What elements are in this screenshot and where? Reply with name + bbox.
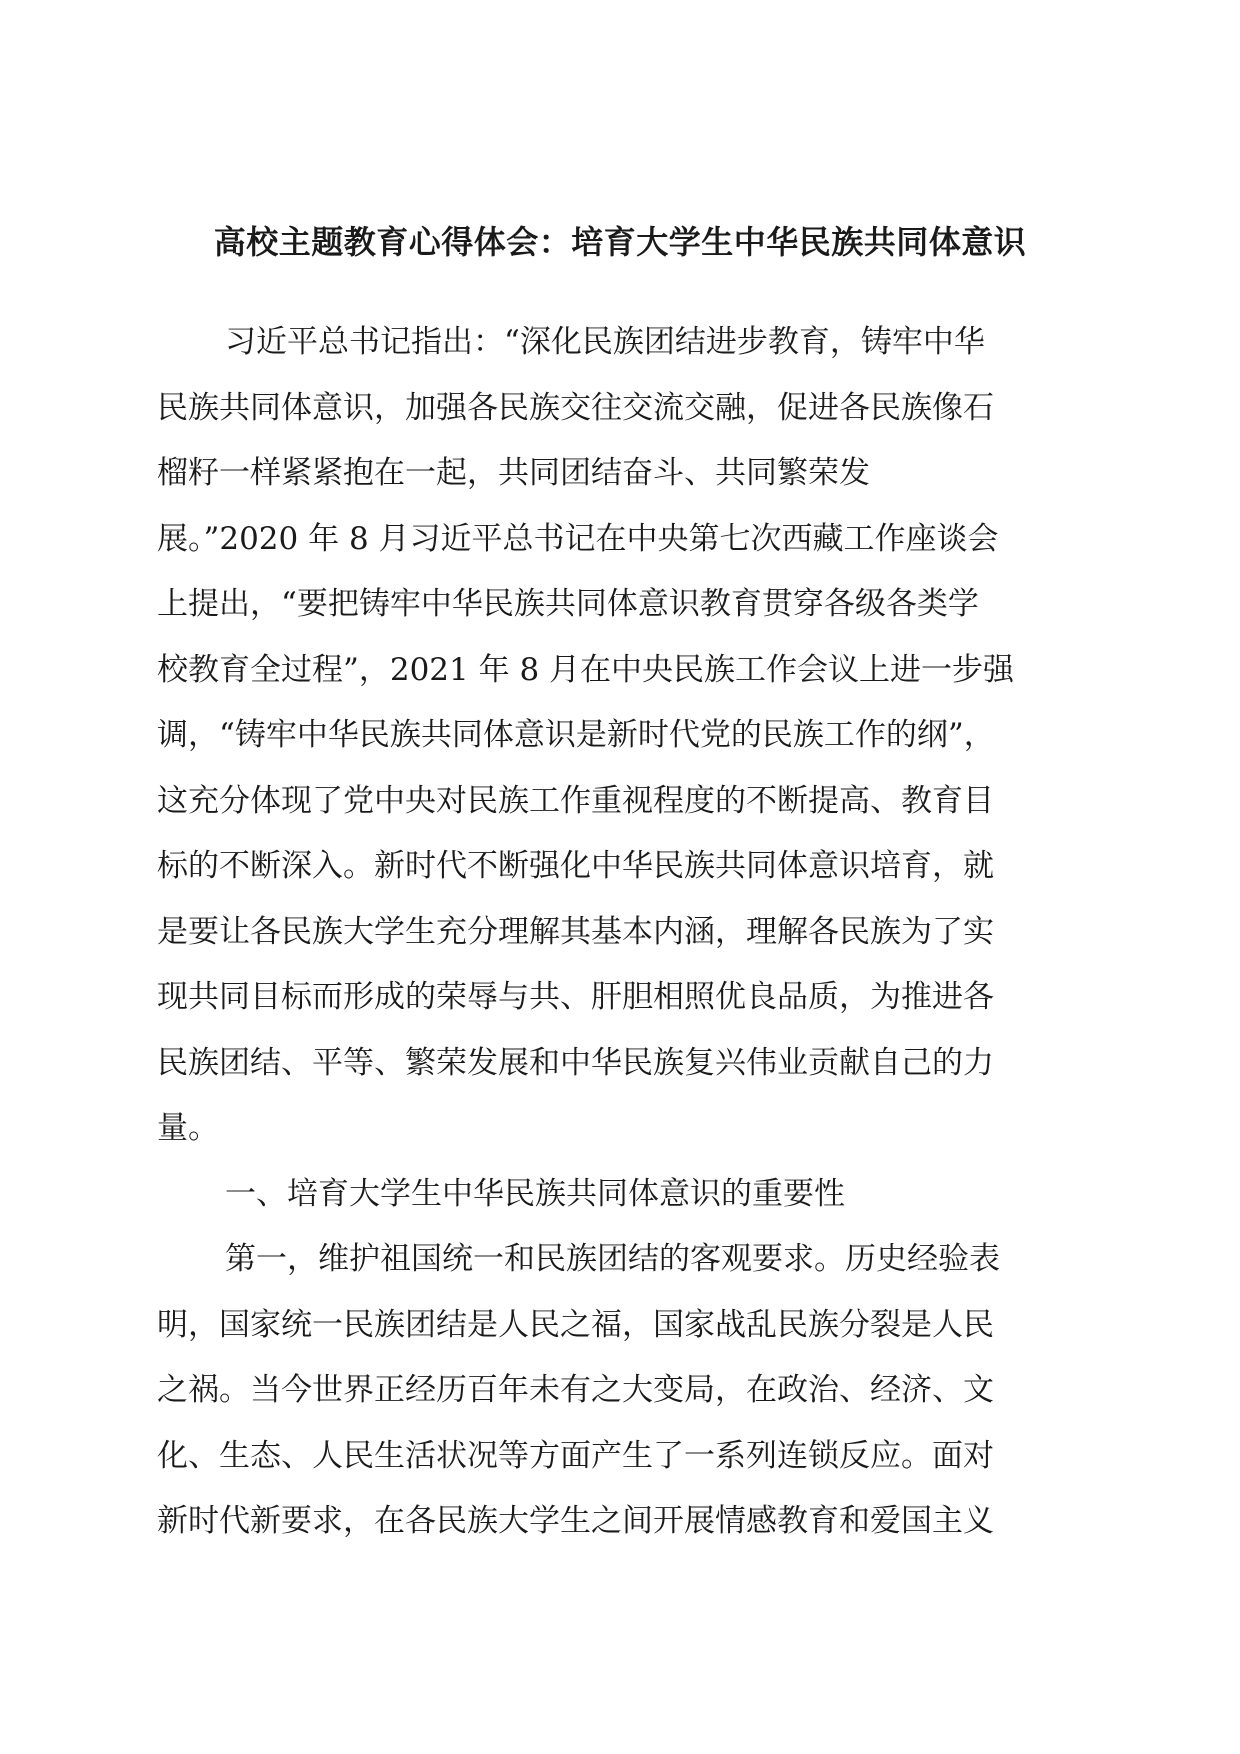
body-line: 明，国家统一民族团结是人民之福，国家战乱民族分裂是人民 — [157, 1306, 994, 1343]
document-body — [157, 318, 1087, 1563]
body-line: 校教育全过程”，2021 年 8 月在中央民族工作会议上进一步强 — [157, 651, 1015, 688]
body-line: 现共同目标而形成的荣辱与共、肝胆相照优良品质，为推进各 — [157, 979, 994, 1015]
body-line: 新时代新要求，在各民族大学生之间开展情感教育和爱国主义 — [157, 1503, 994, 1539]
body-line: 是要让各民族大学生充分理解其基本内涵，理解各民族为了实 — [157, 913, 994, 950]
section-heading: 一、培育大学生中华民族共同体意识的重要性 — [225, 1175, 845, 1212]
body-line: 调，“铸牢中华民族共同体意识是新时代党的民族工作的纲”， — [157, 717, 995, 753]
body-line: 之祸。当今世界正经历百年未有之大变局，在政治、经济、文 — [157, 1372, 994, 1408]
body-line: 化、生态、人民生活状况等方面产生了一系列连锁反应。面对 — [157, 1437, 994, 1474]
body-line: 这充分体现了党中央对民族工作重视程度的不断提高、教育目 — [157, 782, 994, 819]
body-line: 民族团结、平等、繁荣发展和中华民族复兴伟业贡献自己的力 — [157, 1044, 994, 1081]
body-line: 量。 — [157, 1110, 219, 1146]
body-line: 上提出，“要把铸牢中华民族共同体意识教育贯穿各级各类学 — [157, 586, 979, 622]
body-line: 标的不断深入。新时代不断强化中华民族共同体意识培育，就 — [157, 848, 994, 884]
body-line: 民族共同体意识，加强各民族交往交流交融，促进各民族像石 — [157, 389, 994, 426]
document-title: 高校主题教育心得体会：培育大学生中华民族共同体意识 — [213, 223, 1027, 261]
body-line: 榴籽一样紧紧抱在一起，共同团结奋斗、共同繁荣发 — [157, 455, 870, 491]
body-line: 展。”2020 年 8 月习近平总书记在中央第七次西藏工作座谈会 — [157, 520, 999, 557]
body-line: 第一，维护祖国统一和民族团结的客观要求。历史经验表 — [225, 1241, 1000, 1277]
body-line: 习近平总书记指出：“深化民族团结进步教育，铸牢中华 — [225, 324, 985, 360]
